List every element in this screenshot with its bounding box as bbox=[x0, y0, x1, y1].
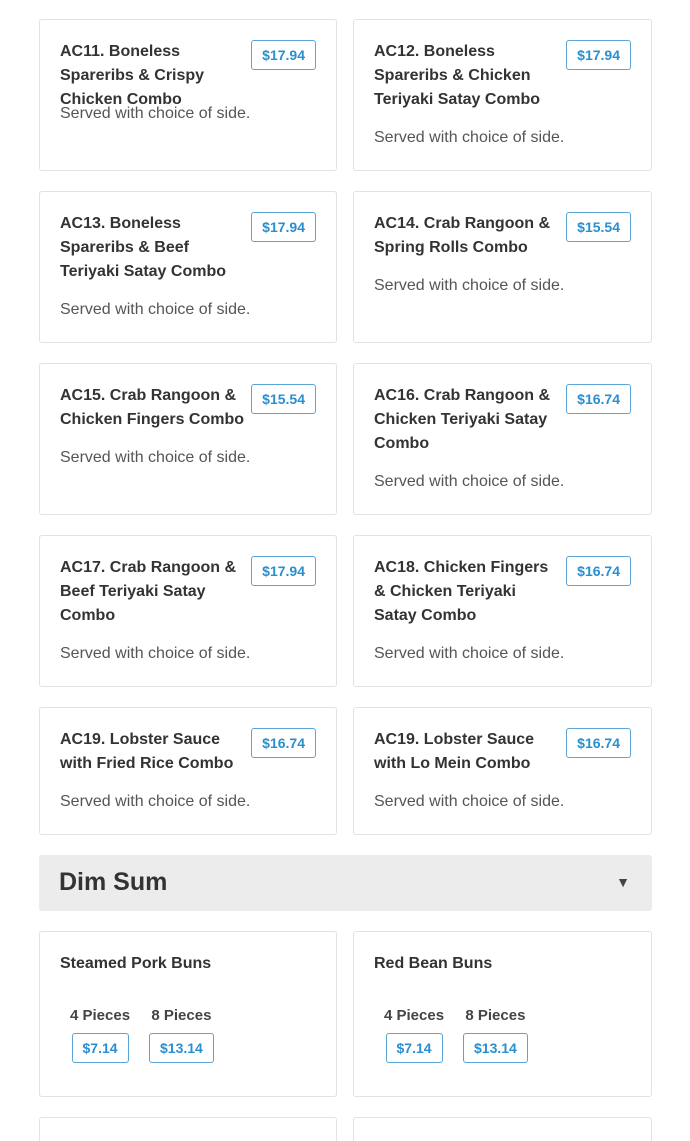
size-option-price-button[interactable]: $13.14 bbox=[463, 1033, 528, 1063]
menu-item-title: AC11. Boneless Spareribs & Crispy Chicken Combo bbox=[60, 43, 205, 108]
section-title: Dim Sum bbox=[59, 868, 168, 896]
menu-item-description: Served with choice of side. bbox=[60, 793, 251, 810]
size-option-label: 4 Pieces bbox=[70, 1007, 131, 1024]
caret-down-icon[interactable]: ▼ bbox=[616, 874, 630, 890]
menu-item-description: Served with choice of side. bbox=[374, 129, 565, 146]
menu-item-card[interactable] bbox=[353, 191, 652, 343]
size-option-price-button[interactable]: $7.14 bbox=[386, 1033, 443, 1063]
menu-item-title: AC19. Lobster Sauce with Lo Mein Combo bbox=[374, 731, 535, 772]
price-button[interactable]: $16.74 bbox=[251, 728, 316, 758]
size-option-label: 4 Pieces bbox=[384, 1007, 445, 1024]
menu-item-title: Red Bean Buns bbox=[374, 955, 493, 972]
menu-item-title: Steamed Pork Buns bbox=[60, 955, 212, 972]
size-option bbox=[149, 1005, 214, 1063]
menu-item-description: Served with choice of side. bbox=[374, 645, 565, 662]
menu-item-description: Served with choice of side. bbox=[60, 645, 251, 662]
menu-item-title: AC16. Crab Rangoon & Chicken Teriyaki Satay Combo bbox=[374, 387, 551, 452]
price-button[interactable]: $17.94 bbox=[566, 40, 631, 70]
menu-item-description: Served with choice of side. bbox=[60, 301, 251, 318]
price-button[interactable]: $15.54 bbox=[251, 384, 316, 414]
menu-item-title: AC15. Crab Rangoon & Chicken Fingers Combo bbox=[60, 387, 245, 428]
menu-item-description: Served with choice of side. bbox=[374, 473, 565, 490]
price-button[interactable]: $17.94 bbox=[251, 556, 316, 586]
size-option-price-button[interactable]: $7.14 bbox=[72, 1033, 129, 1063]
menu-item-card[interactable] bbox=[353, 931, 652, 1097]
size-option bbox=[70, 1005, 130, 1063]
size-option-label: 8 Pieces bbox=[465, 1007, 526, 1024]
size-option bbox=[384, 1005, 444, 1063]
menu-item-title: AC13. Boneless Spareribs & Beef Teriyaki Satay Combo bbox=[60, 215, 226, 280]
menu-item-card[interactable] bbox=[39, 535, 337, 687]
size-option bbox=[463, 1005, 528, 1063]
menu-item-title: AC19. Lobster Sauce with Fried Rice Combo bbox=[60, 731, 234, 772]
menu-item-card[interactable] bbox=[353, 19, 652, 171]
menu-item-card[interactable] bbox=[39, 931, 337, 1097]
menu-item-description: Served with choice of side. bbox=[60, 449, 251, 466]
price-button[interactable]: $16.74 bbox=[566, 728, 631, 758]
size-option-price-button[interactable]: $13.14 bbox=[149, 1033, 214, 1063]
price-button[interactable]: $16.74 bbox=[566, 384, 631, 414]
price-button[interactable]: $17.94 bbox=[251, 212, 316, 242]
menu-item-title: AC18. Chicken Fingers & Chicken Teriyaki Satay Combo bbox=[374, 559, 549, 624]
menu-item-description: Served with choice of side. bbox=[60, 105, 251, 122]
price-button[interactable]: $16.74 bbox=[566, 556, 631, 586]
menu-item-card-partial[interactable] bbox=[39, 1117, 337, 1141]
section-header-dim-sum[interactable] bbox=[39, 855, 652, 911]
menu-item-card-partial[interactable] bbox=[353, 1117, 652, 1141]
menu-item-card[interactable] bbox=[353, 707, 652, 835]
menu-item-card[interactable] bbox=[353, 535, 652, 687]
menu-item-title: AC12. Boneless Spareribs & Chicken Teriyaki Satay Combo bbox=[374, 43, 540, 108]
menu-item-description: Served with choice of side. bbox=[374, 793, 565, 810]
menu-item-title: AC14. Crab Rangoon & Spring Rolls Combo bbox=[374, 215, 551, 256]
price-button[interactable]: $17.94 bbox=[251, 40, 316, 70]
menu-item-description: Served with choice of side. bbox=[374, 277, 565, 294]
price-button[interactable]: $15.54 bbox=[566, 212, 631, 242]
menu-item-card[interactable] bbox=[39, 191, 337, 343]
menu-item-card[interactable] bbox=[353, 363, 652, 515]
menu-item-card[interactable] bbox=[39, 363, 337, 515]
size-option-label: 8 Pieces bbox=[151, 1007, 212, 1024]
menu-item-title: AC17. Crab Rangoon & Beef Teriyaki Satay Combo bbox=[60, 559, 237, 624]
menu-item-card[interactable] bbox=[39, 707, 337, 835]
menu-item-card[interactable] bbox=[39, 19, 337, 171]
